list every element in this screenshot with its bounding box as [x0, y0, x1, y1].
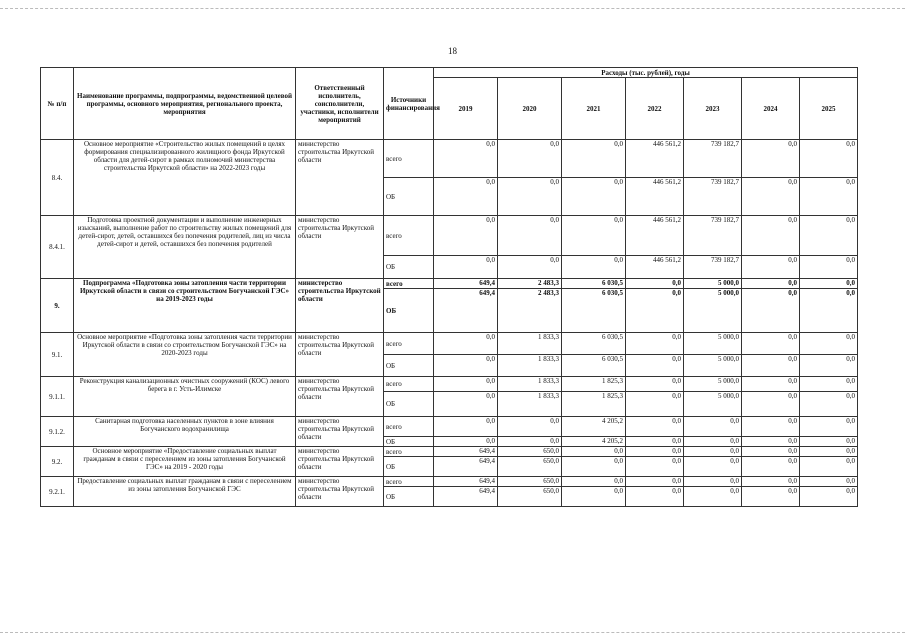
- row-source: всего: [384, 216, 434, 256]
- header-num: № п/п: [41, 68, 74, 140]
- value-cell-2019: 649,4: [434, 447, 498, 457]
- value-cell-2021: 0,0: [562, 487, 626, 507]
- value-cell-2024: 0,0: [742, 140, 800, 178]
- table-row: [41, 417, 858, 437]
- row-source: ОБ: [384, 256, 434, 279]
- row-executor: министерство строительства Иркутской области: [296, 279, 384, 333]
- row-number: 9.2.1.: [41, 477, 74, 507]
- value-cell-2022: 446 561,2: [626, 256, 684, 279]
- value-cell-2023: 0,0: [684, 477, 742, 487]
- value-cell-2021: 4 205,2: [562, 417, 626, 437]
- value-cell-2024: 0,0: [742, 333, 800, 355]
- value-cell-2022: 0,0: [626, 487, 684, 507]
- value-cell-2020: 1 833,3: [498, 377, 562, 392]
- value-cell-2019: 649,4: [434, 477, 498, 487]
- value-cell-2023: 739 182,7: [684, 216, 742, 256]
- row-executor: министерство строительства Иркутской области: [296, 333, 384, 377]
- value-cell-2021: 0,0: [562, 140, 626, 178]
- value-cell-2025: 0,0: [800, 289, 858, 333]
- header-year-2024: 2024: [742, 78, 800, 140]
- row-number: 8.4.1.: [41, 216, 74, 279]
- value-cell-2019: 649,4: [434, 289, 498, 333]
- value-cell-2023: 739 182,7: [684, 140, 742, 178]
- value-cell-2020: 1 833,3: [498, 392, 562, 417]
- table-row: [41, 140, 858, 178]
- table-row: [41, 477, 858, 487]
- header-expenses: Расходы (тыс. рублей), годы: [434, 68, 858, 78]
- row-executor: министерство строительства Иркутской области: [296, 417, 384, 447]
- value-cell-2022: 0,0: [626, 477, 684, 487]
- header-name: Наименование программы, подпрограммы, ведомственной целевой программы, основного мероприятия, регионального проекта, мероприятия: [74, 68, 296, 140]
- value-cell-2022: 0,0: [626, 457, 684, 477]
- value-cell-2024: 0,0: [742, 477, 800, 487]
- value-cell-2020: 0,0: [498, 417, 562, 437]
- value-cell-2019: 0,0: [434, 140, 498, 178]
- value-cell-2019: 0,0: [434, 377, 498, 392]
- value-cell-2025: 0,0: [800, 437, 858, 447]
- value-cell-2024: 0,0: [742, 216, 800, 256]
- row-source: всего: [384, 477, 434, 487]
- value-cell-2025: 0,0: [800, 355, 858, 377]
- value-cell-2020: 0,0: [498, 140, 562, 178]
- value-cell-2022: 0,0: [626, 392, 684, 417]
- value-cell-2025: 0,0: [800, 477, 858, 487]
- value-cell-2025: 0,0: [800, 178, 858, 216]
- value-cell-2021: 4 205,2: [562, 437, 626, 447]
- value-cell-2021: 0,0: [562, 256, 626, 279]
- value-cell-2020: 650,0: [498, 457, 562, 477]
- value-cell-2021: 6 030,5: [562, 333, 626, 355]
- value-cell-2025: 0,0: [800, 140, 858, 178]
- table-row: [41, 333, 858, 355]
- value-cell-2025: 0,0: [800, 417, 858, 437]
- value-cell-2023: 5 000,0: [684, 377, 742, 392]
- value-cell-2022: 0,0: [626, 437, 684, 447]
- value-cell-2019: 0,0: [434, 178, 498, 216]
- row-number: 9.: [41, 279, 74, 333]
- value-cell-2020: 1 833,3: [498, 333, 562, 355]
- row-executor: министерство строительства Иркутской области: [296, 477, 384, 507]
- row-name: Предоставление социальных выплат гражданам в связи с переселением из зоны затопления Богучанской ГЭС: [74, 477, 296, 507]
- value-cell-2019: 0,0: [434, 392, 498, 417]
- row-name: Подпрограмма «Подготовка зоны затопления части территории Иркутской области в связи со строительством Богучанской ГЭС» на 2019-2023 годы: [74, 279, 296, 333]
- value-cell-2024: 0,0: [742, 178, 800, 216]
- header-year-2022: 2022: [626, 78, 684, 140]
- row-source: ОБ: [384, 437, 434, 447]
- value-cell-2019: 0,0: [434, 417, 498, 437]
- value-cell-2021: 1 825,3: [562, 392, 626, 417]
- header-year-2023: 2023: [684, 78, 742, 140]
- row-source: всего: [384, 377, 434, 392]
- value-cell-2024: 0,0: [742, 417, 800, 437]
- value-cell-2023: 5 000,0: [684, 333, 742, 355]
- value-cell-2025: 0,0: [800, 377, 858, 392]
- header-year-2020: 2020: [498, 78, 562, 140]
- value-cell-2022: 0,0: [626, 279, 684, 289]
- value-cell-2020: 2 483,3: [498, 279, 562, 289]
- value-cell-2019: 0,0: [434, 216, 498, 256]
- value-cell-2019: 0,0: [434, 333, 498, 355]
- row-number: 9.1.2.: [41, 417, 74, 447]
- scan-bottom-edge: [0, 632, 905, 633]
- row-source: всего: [384, 333, 434, 355]
- table-row: [41, 377, 858, 392]
- row-number: 9.1.1.: [41, 377, 74, 417]
- value-cell-2021: 6 030,5: [562, 279, 626, 289]
- value-cell-2023: 0,0: [684, 447, 742, 457]
- row-name: Основное мероприятие «Строительство жилых помещений в целях формирования специализированного жилищного фонда Иркутской области для детей-сирот в рамках полномочий министерства строительства Иркутской области» на 2022-2023 годы: [74, 140, 296, 216]
- value-cell-2022: 0,0: [626, 447, 684, 457]
- page-number: 18: [448, 46, 457, 56]
- value-cell-2022: 446 561,2: [626, 216, 684, 256]
- row-executor: министерство строительства Иркутской области: [296, 140, 384, 216]
- row-source: ОБ: [384, 178, 434, 216]
- row-source: ОБ: [384, 487, 434, 507]
- value-cell-2019: 649,4: [434, 457, 498, 477]
- value-cell-2019: 0,0: [434, 437, 498, 447]
- value-cell-2021: 0,0: [562, 457, 626, 477]
- value-cell-2020: 0,0: [498, 256, 562, 279]
- row-number: 8.4.: [41, 140, 74, 216]
- value-cell-2021: 6 030,5: [562, 355, 626, 377]
- value-cell-2025: 0,0: [800, 333, 858, 355]
- value-cell-2023: 5 000,0: [684, 279, 742, 289]
- value-cell-2024: 0,0: [742, 355, 800, 377]
- header-year-2021: 2021: [562, 78, 626, 140]
- row-source: всего: [384, 447, 434, 457]
- value-cell-2023: 0,0: [684, 417, 742, 437]
- value-cell-2025: 0,0: [800, 279, 858, 289]
- row-name: Основное мероприятие «Предоставление социальных выплат гражданам в связи с переселением из зоны затопления Богучанской ГЭС» на 2019 - 2020 годы: [74, 447, 296, 477]
- value-cell-2023: 5 000,0: [684, 392, 742, 417]
- value-cell-2020: 650,0: [498, 477, 562, 487]
- value-cell-2022: 0,0: [626, 289, 684, 333]
- value-cell-2020: 0,0: [498, 178, 562, 216]
- value-cell-2020: 2 483,3: [498, 289, 562, 333]
- value-cell-2022: 0,0: [626, 333, 684, 355]
- value-cell-2019: 0,0: [434, 355, 498, 377]
- value-cell-2021: 0,0: [562, 178, 626, 216]
- table-row: [41, 216, 858, 256]
- value-cell-2025: 0,0: [800, 487, 858, 507]
- value-cell-2022: 0,0: [626, 417, 684, 437]
- value-cell-2025: 0,0: [800, 216, 858, 256]
- value-cell-2019: 0,0: [434, 256, 498, 279]
- value-cell-2025: 0,0: [800, 447, 858, 457]
- value-cell-2020: 0,0: [498, 437, 562, 447]
- table-row: [41, 447, 858, 457]
- value-cell-2021: 6 030,5: [562, 289, 626, 333]
- row-name: Санитарная подготовка населенных пунктов в зоне влияния Богучанского водохранилища: [74, 417, 296, 447]
- value-cell-2024: 0,0: [742, 487, 800, 507]
- value-cell-2024: 0,0: [742, 289, 800, 333]
- header-executor: Ответственный исполнитель, соисполнители, участники, исполнители мероприятий: [296, 68, 384, 140]
- value-cell-2021: 1 825,3: [562, 377, 626, 392]
- value-cell-2022: 0,0: [626, 377, 684, 392]
- value-cell-2020: 0,0: [498, 216, 562, 256]
- value-cell-2023: 0,0: [684, 487, 742, 507]
- header-year-2019: 2019: [434, 78, 498, 140]
- value-cell-2021: 0,0: [562, 447, 626, 457]
- value-cell-2024: 0,0: [742, 377, 800, 392]
- row-source: ОБ: [384, 457, 434, 477]
- value-cell-2019: 649,4: [434, 487, 498, 507]
- row-source: всего: [384, 279, 434, 289]
- row-number: 9.2.: [41, 447, 74, 477]
- value-cell-2024: 0,0: [742, 256, 800, 279]
- value-cell-2021: 0,0: [562, 477, 626, 487]
- value-cell-2020: 1 833,3: [498, 355, 562, 377]
- row-source: всего: [384, 140, 434, 178]
- value-cell-2023: 0,0: [684, 437, 742, 447]
- value-cell-2025: 0,0: [800, 457, 858, 477]
- row-name: Реконструкция канализационных очистных сооружений (КОС) левого берега в г. Усть-Илимске: [74, 377, 296, 417]
- value-cell-2025: 0,0: [800, 256, 858, 279]
- value-cell-2023: 0,0: [684, 457, 742, 477]
- value-cell-2024: 0,0: [742, 437, 800, 447]
- value-cell-2022: 446 561,2: [626, 178, 684, 216]
- row-executor: министерство строительства Иркутской области: [296, 216, 384, 279]
- value-cell-2022: 446 561,2: [626, 140, 684, 178]
- value-cell-2023: 5 000,0: [684, 289, 742, 333]
- value-cell-2020: 650,0: [498, 447, 562, 457]
- value-cell-2024: 0,0: [742, 279, 800, 289]
- row-source: ОБ: [384, 392, 434, 417]
- value-cell-2025: 0,0: [800, 392, 858, 417]
- row-executor: министерство строительства Иркутской области: [296, 447, 384, 477]
- value-cell-2023: 739 182,7: [684, 178, 742, 216]
- value-cell-2024: 0,0: [742, 447, 800, 457]
- header-source: Источники финансирования: [384, 68, 434, 140]
- scan-top-edge: [0, 8, 905, 9]
- row-source: всего: [384, 417, 434, 437]
- row-name: Подготовка проектной документации и выполнение инженерных изысканий, выполнение работ по строительству жилых помещений для детей-сирот, детей, оставшихся без попечения родителей, лиц из числа детей-сирот и детей, оставшихся без попечения родителей: [74, 216, 296, 279]
- row-number: 9.1.: [41, 333, 74, 377]
- value-cell-2021: 0,0: [562, 216, 626, 256]
- value-cell-2023: 739 182,7: [684, 256, 742, 279]
- row-name: Основное мероприятие «Подготовка зоны затопления части территории Иркутской области в связи со строительством Богучанской ГЭС» на 2020-2023 годы: [74, 333, 296, 377]
- value-cell-2024: 0,0: [742, 392, 800, 417]
- value-cell-2024: 0,0: [742, 457, 800, 477]
- value-cell-2023: 5 000,0: [684, 355, 742, 377]
- value-cell-2020: 650,0: [498, 487, 562, 507]
- table-row: [41, 279, 858, 289]
- budget-table: [40, 67, 858, 507]
- header-year-2025: 2025: [800, 78, 858, 140]
- row-source: ОБ: [384, 355, 434, 377]
- row-executor: министерство строительства Иркутской области: [296, 377, 384, 417]
- value-cell-2022: 0,0: [626, 355, 684, 377]
- value-cell-2019: 649,4: [434, 279, 498, 289]
- row-source: ОБ: [384, 289, 434, 333]
